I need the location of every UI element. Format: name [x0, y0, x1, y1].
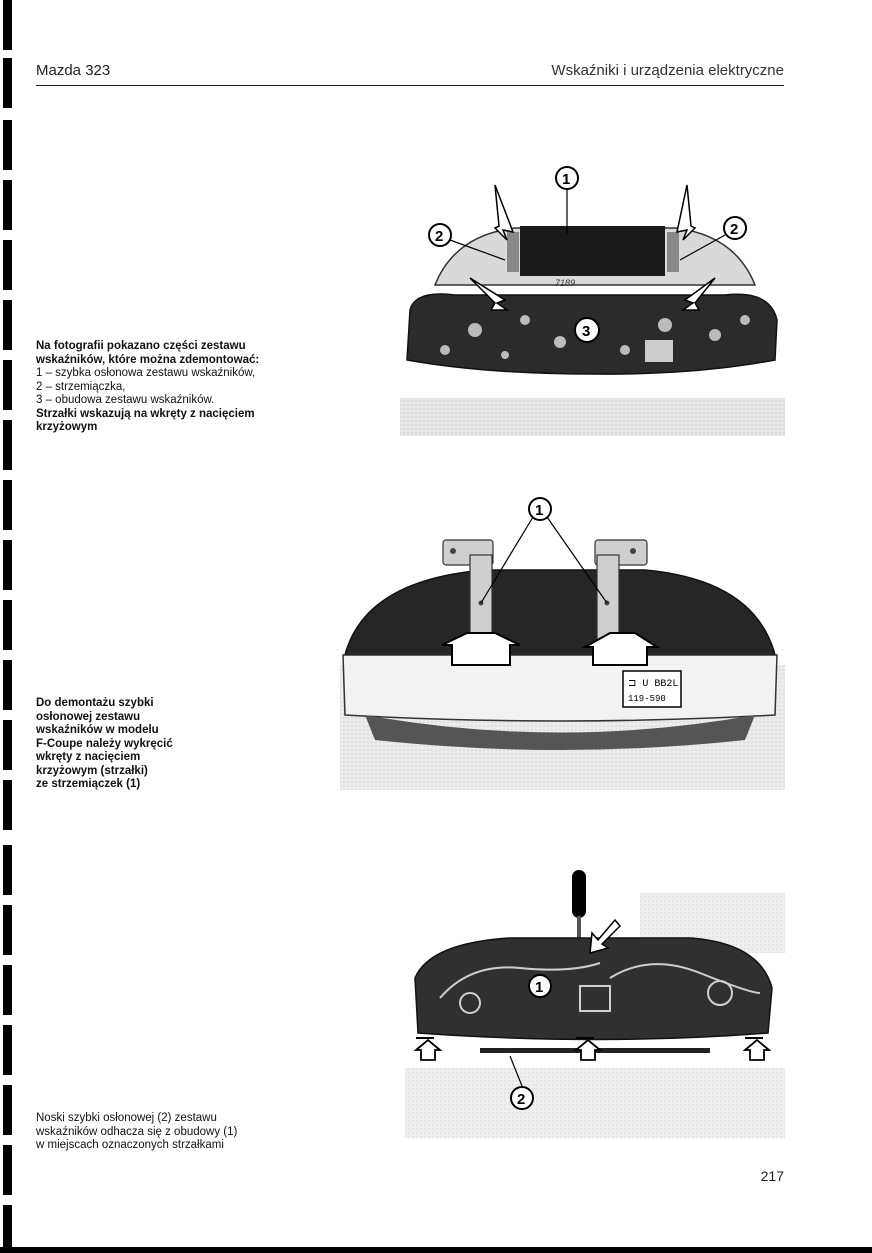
left-edge-marks	[0, 0, 14, 1253]
callout-1	[529, 498, 551, 520]
edge-mark	[3, 180, 12, 230]
halftone-background	[405, 1068, 785, 1138]
circuit-board	[415, 938, 772, 1040]
svg-text:2: 2	[517, 1091, 526, 1108]
edge-mark	[3, 540, 12, 590]
caption-line: osłonowej zestawu	[36, 710, 141, 723]
callout-2-right	[724, 217, 746, 239]
caption-line: krzyżowym (strzałki)	[36, 764, 148, 777]
bottom-border	[0, 1247, 872, 1253]
page-number: 217	[760, 1168, 784, 1184]
edge-mark	[3, 0, 12, 50]
caption-line: w miejscach oznaczonych strzałkami	[36, 1139, 224, 1151]
caption-line: wkręty z nacięciem	[36, 751, 141, 763]
caption-line: wskaźników w modelu	[36, 724, 159, 736]
bracket-left	[507, 232, 519, 272]
svg-text:119-590: 119-590	[628, 694, 666, 704]
edge-mark	[3, 780, 12, 830]
caption-line: Do demontażu szybki	[36, 697, 154, 709]
caption-line: Strzałki wskazują na wkręty z nacięciem	[36, 407, 255, 420]
bracket-right	[667, 232, 679, 272]
edge-mark	[3, 58, 12, 108]
caption-photo-3	[36, 1112, 237, 1153]
cover-window	[520, 226, 665, 276]
edge-mark	[3, 600, 12, 650]
photo-cover-glass-tabs	[400, 868, 790, 1143]
callout-2	[511, 1087, 533, 1109]
svg-text:⊐ U BB2L: ⊐ U BB2L	[628, 679, 679, 690]
edge-mark	[3, 120, 12, 170]
edge-mark	[3, 480, 12, 530]
caption-item: 1 – szybka osłonowa zestawu wskaźników,	[36, 367, 256, 379]
svg-text:3: 3	[582, 323, 591, 340]
caption-line: wskaźników, które można zdemontować:	[36, 353, 260, 366]
edge-mark	[3, 420, 12, 470]
edge-mark	[3, 905, 12, 955]
edge-mark	[3, 360, 12, 410]
callout-1	[529, 975, 551, 997]
edge-mark	[3, 1085, 12, 1135]
edge-mark	[3, 1025, 12, 1075]
edge-mark	[3, 240, 12, 290]
caption-line: krzyżowym	[36, 421, 98, 433]
cluster-dome	[345, 570, 775, 655]
screwdriver-icon	[572, 870, 586, 944]
svg-text:1: 1	[562, 171, 571, 188]
caption-line: ze strzemiączek (1)	[36, 778, 141, 790]
edge-mark	[3, 845, 12, 895]
halftone-background	[400, 398, 785, 436]
caption-line: wskaźników odhacza się z obudowy (1)	[36, 1125, 238, 1138]
edge-mark	[3, 660, 12, 710]
caption-item: 3 – obudowa zestawu wskaźników.	[36, 394, 215, 406]
callout-1	[556, 167, 578, 189]
caption-item: 2 – strzemiączka,	[36, 380, 126, 393]
caption-photo-2	[36, 697, 173, 792]
caption-line: F-Coupe należy wykręcić	[36, 737, 173, 750]
cover-label-text: 7189	[555, 278, 576, 288]
arrow-icons	[416, 1040, 769, 1060]
edge-mark	[3, 720, 12, 770]
edge-mark	[3, 965, 12, 1015]
svg-text:2: 2	[435, 228, 444, 245]
svg-text:1: 1	[535, 502, 544, 519]
edge-mark	[3, 300, 12, 350]
caption-photo-1	[36, 340, 259, 435]
photo-instrument-cluster-parts	[395, 160, 790, 440]
cluster-sticker	[623, 671, 681, 707]
callout-3	[575, 318, 599, 342]
edge-mark	[3, 1205, 12, 1253]
svg-text:1: 1	[535, 979, 544, 996]
caption-line: Noski szybki osłonowej (2) zestawu	[36, 1112, 217, 1124]
chapter-title: Wskaźniki i urządzenia elektryczne	[551, 62, 784, 79]
page-header	[36, 60, 784, 86]
photo-f-coupe-cluster	[335, 485, 790, 795]
edge-mark	[3, 1145, 12, 1195]
callout-2-left	[429, 224, 451, 246]
caption-line: Na fotografii pokazano części zestawu	[36, 340, 246, 352]
cluster-lower-band	[343, 655, 777, 721]
book-title: Mazda 323	[36, 62, 111, 79]
svg-text:2: 2	[730, 221, 739, 238]
